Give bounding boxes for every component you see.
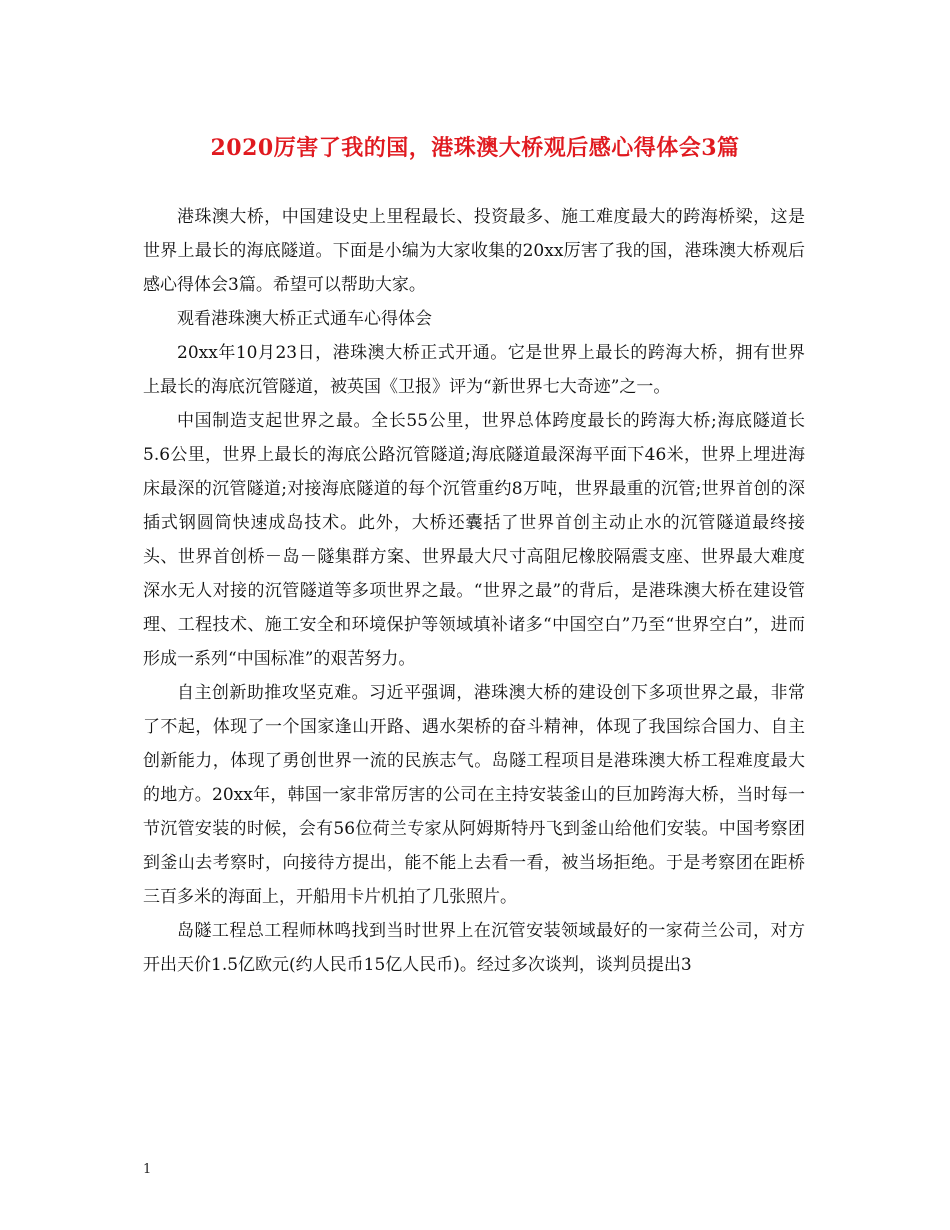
paragraph: 20xx年10月23日，港珠澳大桥正式开通。它是世界上最长的跨海大桥，拥有世界上最长的海底沉管隧道，被英国《卫报》评为“新世界七大奇迹”之一。	[143, 343, 805, 397]
paragraph: 中国制造支起世界之最。全长55公里，世界总体跨度最长的跨海大桥;海底隧道长5.6公里，世界上最长的海底公路沉管隧道;海底隧道最深海平面下46米，世界上埋进海床最深的沉管隧道;对接海底隧道的每个沉管重约8万吨，世界最重的沉管;世界首创的深插式钢圆筒快速成岛技术。此外，大桥还囊括了世界首创主动止水的沉管隧道最终接头、世界首创桥－岛－隧集群方案、世界最大尺寸高阻尼橡胶隔震支座、世界最大难度深水无人对接的沉管隧道等多项世界之最。“世界之最”的背后，是港珠澳大桥在建设管理、工程技术、施工安全和环境保护等领域填补诸多“中国空白”乃至“世界空白”，进而形成一系列“中国标准”的艰苦努力。	[143, 411, 805, 669]
paragraph: 岛隧工程总工程师林鸣找到当时世界上在沉管安装领域最好的一家荷兰公司，对方开出天价1.5亿欧元(约人民币15亿人民币)。经过多次谈判，谈判员提出3	[143, 921, 805, 975]
page-number: 1	[143, 1162, 152, 1177]
document-title: 2020厉害了我的国，港珠澳大桥观后感心得体会3篇	[210, 135, 740, 161]
paragraph: 观看港珠澳大桥正式通车心得体会	[177, 309, 432, 329]
paragraph: 港珠澳大桥，中国建设史上里程最长、投资最多、施工难度最大的跨海桥梁，这是世界上最长的海底隧道。下面是小编为大家收集的20xx厉害了我的国，港珠澳大桥观后感心得体会3篇。希望可以帮助大家。	[143, 207, 805, 295]
document-body	[143, 200, 805, 982]
paragraph: 自主创新助推攻坚克难。习近平强调，港珠澳大桥的建设创下多项世界之最，非常了不起，体现了一个国家逢山开路、遇水架桥的奋斗精神，体现了我国综合国力、自主创新能力，体现了勇创世界一流的民族志气。岛隧工程项目是港珠澳大桥工程难度最大的地方。20xx年，韩国一家非常厉害的公司在主持安装釜山的巨加跨海大桥，当时每一节沉管安装的时候，会有56位荷兰专家从阿姆斯特丹飞到釜山给他们安装。中国考察团到釜山去考察时，向接待方提出，能不能上去看一看，被当场拒绝。于是考察团在距桥三百多米的海面上，开船用卡片机拍了几张照片。	[143, 683, 805, 907]
